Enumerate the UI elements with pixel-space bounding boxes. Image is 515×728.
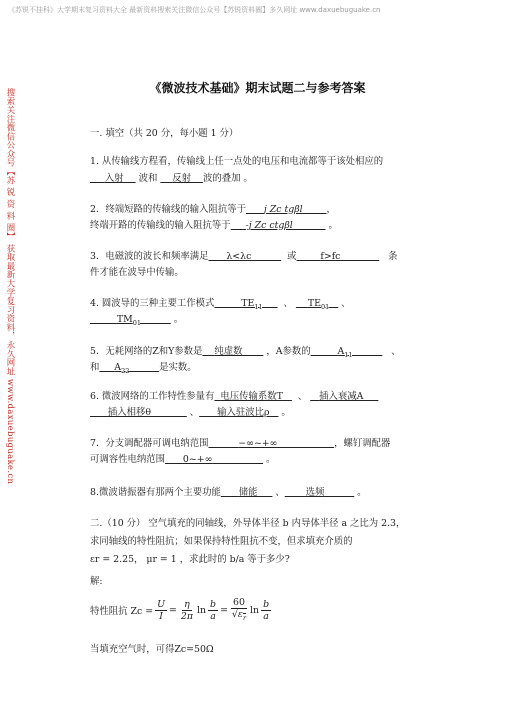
q2-text-2: 终端开路的传输线的输入阻抗等于 [90,220,231,231]
q2-line-2: 终端开路的传输线的输入阻抗等于 -j Zc ctgβl 。 [90,220,338,231]
q7-answer-2: 0~+∞ [182,454,213,465]
q3-tail: 条 [388,251,398,262]
section-2-line-2: 求同轴线的特性阻抗；如果保持特性阻抗不变，但求填充介质的 [90,536,353,547]
section-2-last-line: 当填充空气时，可得Zc=50Ω [90,644,214,655]
q1-tail: 波的叠加 。 [202,173,253,184]
q7-text-2: ，螺钉调配器 [334,438,391,449]
q2-answer-2: -j Zc ctgβl [245,220,293,231]
q8-answer-2: 选频 [305,487,325,498]
q1-answer-2: 反射 [172,173,192,184]
q8-answer-1: 储能 [238,487,258,498]
q7-text-1: 7．分支调配器可调电纳范围 [90,438,209,449]
side-watermark: 搜索关注微信公众号【苏 锐 资 料 圈】 获取最新大学复习资料，永久网址 www.daxuebuguake.cn [6,88,16,485]
q3-line-2: 件才能在波导中传输。 [90,267,184,278]
impedance-formula: 特性阻抗 Zc = $\frac{U}{I}$ = $\frac{\eta}{2\pi}$ ln $\frac{b}{a}$ = $\frac{60}{√\varepsilon_r}$ ln $\frac{b}{a}$ [90,597,270,622]
q3-answer-2: f>fc [320,251,341,262]
q6-answer-4: 输入驻波比ρ [217,407,270,418]
q5-line-2 [90,359,197,375]
q4-mode-3: $TM_{01}$ [116,314,141,327]
solution-label: 解: [90,576,103,587]
q2-answer-1: j Zc tgβl [263,204,303,215]
q3-answer-1: λ<λc [226,251,252,262]
formula-fraction-2: $\frac{\eta}{2\pi}$ [180,598,193,622]
q6-answer-2: 插入衰减A [319,391,364,402]
q4-line-2: $TM_{01}$ 。 [90,311,183,327]
q5-tail: 是实数。 [159,362,197,373]
q1-answer-1: 入射 [104,173,124,184]
q7-line-1 [90,435,390,449]
q4-mode-2: $TE_{01}$ [307,298,330,311]
q4-mode-1: $TE_{11}$ [241,298,263,311]
q4-sep-1: 、 [283,298,293,309]
q3-or: 或 [287,251,297,262]
q2-text-1: 2．终端短路的传输线的输入阻抗等于 [90,204,246,215]
page-title: 《微波技术基础》期末试题二与参考答案 [149,81,366,95]
q4-line-1 [90,295,351,311]
formula-fraction-5: $\frac{b}{a}$ [263,598,270,622]
q1-text: 波和 [138,173,158,184]
formula-label: 特性阻抗 Zc = [90,606,154,618]
section-1-heading: 一. 填空（共 20 分，每小题 1 分） [90,128,239,139]
page-header: 《苏锐不挂科》大学期末复习资料大全 最新资料搜索关注微信公众号【苏锐资料圈】多久网址 www.daxuebuguake.cn [8,6,381,14]
q1-line-2 [90,170,253,184]
q6-answer-3: 插入相移θ [107,407,152,418]
formula-fraction-4: $\frac{60}{√\varepsilon_r}$ [231,597,247,622]
q5-answer-3: $A_{22}$ [114,362,130,375]
q6-line-1: 6. 微波网络的工作特性参量有 电压传输系数T 、 插入衰减A [90,388,378,402]
q8-line: 8.微波谐振器有那两个主要功能 储能 、 选频 。 [90,487,367,498]
q7-answer-1: −∞~+∞ [238,438,278,449]
q5-text-3: 和 [90,362,100,373]
q7-line-2: 可调容性电纳范围 0~+∞ 。 [90,454,276,465]
q3-line-1 [90,248,398,262]
q2-line-1: 2．终端短路的传输线的输入阻抗等于 j Zc tgβl ， [90,204,336,215]
q3-text-1: 3．电磁波的波长和频率满足 [90,251,209,262]
q5-answer-1: 纯虚数 [214,346,243,357]
q6-line-2: 插入相移θ 、 输入驻波比ρ 。 [90,404,291,418]
formula-fraction-3: $\frac{b}{a}$ [210,598,217,622]
section-2-line-1: 二.（10 分） 空气填充的同轴线，外导体半径 b 内导体半径 a 之比为 2.3， [90,518,406,529]
formula-fraction-1: $\frac{U}{I}$ [157,598,165,622]
q6-answer-1: 电压传输系数T [220,391,283,402]
q6-text: 6. 微波网络的工作特性参量有 [90,391,215,402]
q8-text: 8.微波谐振器有那两个主要功能 [90,487,221,498]
q5-text-1: 5．无耗网络的Z和Y参数是 [90,346,203,357]
q5-text-2: ，A参数的 [266,346,311,357]
q5-line-1: 5．无耗网络的Z和Y参数是 纯虚数 ，A参数的 $A_{11}$ 、 [90,346,401,359]
q5-answer-2: $A_{11}$ [337,346,353,359]
section-2-line-3: εr = 2.25， μr = 1 ，求此时的 b/a 等于多少? [90,554,290,565]
q4-text: 4. 圆波导的三种主要工作模式 [90,298,215,309]
q4-sep-2: 、 [341,298,351,309]
q7-text-3: 可调容性电纳范围 [90,454,166,465]
q1-line-1: 1. 从传输线方程看，传输线上任一点处的电压和电流都等于该处相应的 [90,156,384,167]
